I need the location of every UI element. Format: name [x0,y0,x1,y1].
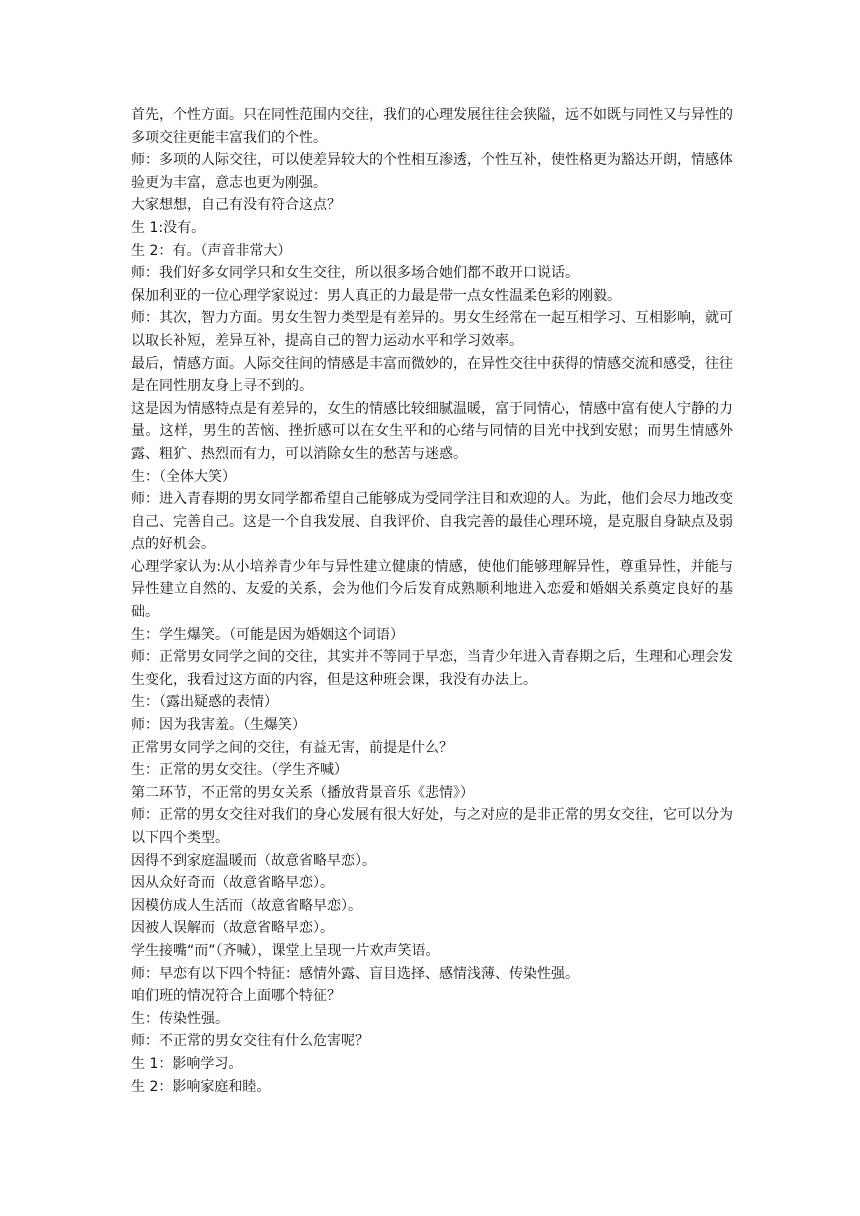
paragraph: 生 2：有。（声音非常大） [131,242,292,259]
paragraph: 这是因为情感特点是有差异的，女生的情感比较细腻温暖，富于同情心，情感中富有使人宁静的力量。这样，男生的苦恼、挫折感可以在女生平和的心绪与同情的目光中找到安慰；而男生情感外露、粗犷、热烈而有力，可以消除女生的愁苦与迷惑。 [131,400,733,462]
paragraph: 师：其次，智力方面。男女生智力类型是有差异的。男女生经常在一起互相学习、互相影响，就可以取长补短，差异互补，提高自己的智力运动水平和学习效率。 [131,310,733,349]
paragraph: 生 1：影响学习。 [131,1055,243,1072]
paragraph: 生 1:没有。 [131,219,206,236]
paragraph: 最后，情感方面。人际交往间的情感是丰富而微妙的，在异性交往中获得的情感交流和感受，往往是在同性朋友身上寻不到的。 [131,355,733,395]
paragraph: 师：正常的男女交往对我们的身心发展有很大好处，与之对应的是非正常的男女交往，它可以分为以下四个类型。 [131,807,733,846]
paragraph: 师：我们好多女同学只和女生交往，所以很多场合她们都不敢开口说话。 [131,265,579,282]
paragraph: 师：进入青春期的男女同学都希望自己能够成为受同学注目和欢迎的人。为此，他们会尽力地改变自己、完善自己。这是一个自我发展、自我评价、自我完善的最佳心理环境，是克服自身缺点及弱点的好机会。 [131,491,733,553]
paragraph: 第二环节，不正常的男女关系（播放背景音乐《悲情》） [131,784,474,801]
paragraph: 心理学家认为:从小培养青少年与异性建立健康的情感，使他们能够理解异性，尊重异性，并能与异性建立自然的、友爱的关系，会为他们今后发育成熟顺利地进入恋爱和婚姻关系奠定良好的基础。 [131,558,733,621]
paragraph: 生 2：影响家庭和睦。 [131,1078,271,1095]
paragraph: 师：因为我害羞。（生爆笑） [131,717,306,734]
paragraph: 生：正常的男女交往。（学生齐喊） [131,762,348,779]
paragraph: 师：不正常的男女交往有什么危害呢？ [131,1033,369,1050]
paragraph: 大家想想，自己有没有符合这点？ [131,197,341,214]
document-page [131,104,733,1098]
paragraph: 生：（全体大笑） [131,468,236,485]
paragraph: 因模仿成人生活而（故意省略早恋）。 [131,897,362,914]
paragraph: 师：早恋有以下四个特征：感情外露、盲目选择、感情浅薄、传染性强。 [131,965,579,982]
paragraph: 因得不到家庭温暖而（故意省略早恋）。 [131,852,376,869]
paragraph: 生：学生爆笑。（可能是因为婚姻这个词语） [131,626,404,643]
paragraph: 正常男女同学之间的交往，有益无害，前提是什么？ [131,739,453,756]
paragraph: 生：传染性强。 [131,1010,229,1027]
paragraph: 师：多项的人际交往，可以使差异较大的个性相互渗透，个性互补，使性格更为豁达开朗，情感体验更为丰富，意志也更为刚强。 [131,152,733,191]
paragraph: 咱们班的情况符合上面哪个特征？ [131,988,341,1005]
paragraph: 学生接嘴“而”（齐喊），课堂上呈现一片欢声笑语。 [131,942,440,959]
paragraph: 首先，个性方面。只在同性范围内交往，我们的心理发展往往会狭隘，远不如既与同性又与异性的多项交往更能丰富我们的个性。 [131,107,733,146]
paragraph: 因从众好奇而（故意省略早恋）。 [131,875,334,892]
paragraph: 保加利亚的一位心理学家说过：男人真正的力最是带一点女性温柔色彩的刚毅。 [131,287,621,304]
paragraph: 师：正常男女同学之间的交往，其实并不等同于早恋，当青少年进入青春期之后，生理和心理会发生变化，我看过这方面的内容，但是这种班会课，我没有办法上。 [131,649,733,688]
paragraph: 因被人误解而（故意省略早恋）。 [131,920,334,937]
paragraph: 生：（露出疑惑的表情） [131,694,278,711]
